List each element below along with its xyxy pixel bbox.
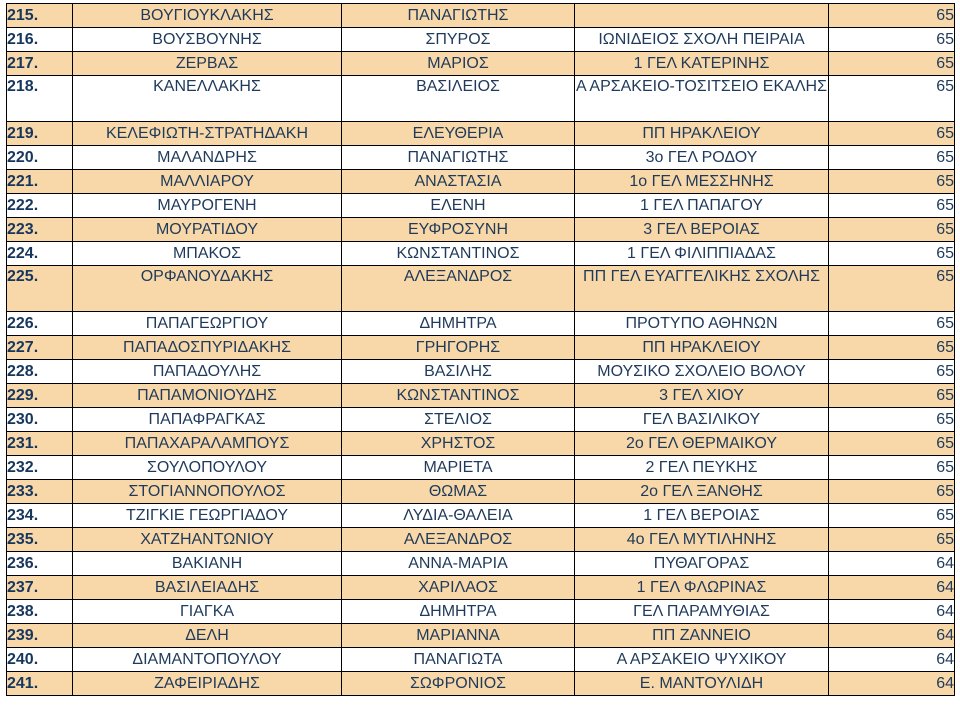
row-number: 239.	[7, 624, 73, 648]
surname-cell: ΠΑΠΑΜΟΝΙΟΥΔΗΣ	[73, 384, 342, 408]
row-number: 234.	[7, 504, 73, 528]
table-row	[7, 384, 955, 408]
score-cell: 65	[829, 4, 955, 28]
table-row	[7, 76, 955, 122]
score-cell: 65	[829, 266, 955, 312]
row-number: 221.	[7, 170, 73, 194]
first-name-cell: ΕΛΕΝΗ	[342, 194, 575, 218]
row-number: 240.	[7, 648, 73, 672]
surname-cell: ΟΡΦΑΝΟΥΔΑΚΗΣ	[73, 266, 342, 312]
school-cell: 3 ΓΕΛ ΧΙΟΥ	[575, 384, 829, 408]
table-row	[7, 672, 955, 696]
school-cell	[575, 4, 829, 28]
score-cell: 64	[829, 552, 955, 576]
school-cell: 1 ΓΕΛ ΠΑΠΑΓΟΥ	[575, 194, 829, 218]
school-cell: ΠΠ ΖΑΝΝΕΙΟ	[575, 624, 829, 648]
first-name-cell: ΣΤΕΛΙΟΣ	[342, 408, 575, 432]
first-name-cell: ΧΑΡΙΛΑΟΣ	[342, 576, 575, 600]
row-number: 226.	[7, 312, 73, 336]
score-cell: 64	[829, 624, 955, 648]
row-number: 223.	[7, 218, 73, 242]
school-cell: 2ο ΓΕΛ ΞΑΝΘΗΣ	[575, 480, 829, 504]
table-row	[7, 122, 955, 146]
score-cell: 65	[829, 336, 955, 360]
school-cell: 2 ΓΕΛ ΠΕΥΚΗΣ	[575, 456, 829, 480]
first-name-cell: ΣΠΥΡΟΣ	[342, 28, 575, 52]
first-name-cell: ΜΑΡΙΕΤΑ	[342, 456, 575, 480]
score-cell: 65	[829, 242, 955, 266]
row-number: 233.	[7, 480, 73, 504]
row-number: 217.	[7, 52, 73, 76]
row-number: 224.	[7, 242, 73, 266]
score-cell: 64	[829, 600, 955, 624]
first-name-cell: ΚΩΝΣΤΑΝΤΙΝΟΣ	[342, 242, 575, 266]
row-number: 218.	[7, 76, 73, 122]
first-name-cell: ΓΡΗΓΟΡΗΣ	[342, 336, 575, 360]
row-number: 216.	[7, 28, 73, 52]
score-cell: 65	[829, 76, 955, 122]
surname-cell: ΜΠΑΚΟΣ	[73, 242, 342, 266]
school-cell: ΠΠ ΗΡΑΚΛΕΙΟΥ	[575, 122, 829, 146]
row-number: 237.	[7, 576, 73, 600]
school-cell: 2ο ΓΕΛ ΘΕΡΜΑΙΚΟΥ	[575, 432, 829, 456]
table-row	[7, 480, 955, 504]
score-cell: 65	[829, 170, 955, 194]
school-cell: ΓΕΛ ΒΑΣΙΛΙΚΟΥ	[575, 408, 829, 432]
row-number: 225.	[7, 266, 73, 312]
table-row	[7, 408, 955, 432]
school-cell: 1ο ΓΕΛ ΜΕΣΣΗΝΗΣ	[575, 170, 829, 194]
first-name-cell: ΧΡΗΣΤΟΣ	[342, 432, 575, 456]
surname-cell: ΖΑΦΕΙΡΙΑΔΗΣ	[73, 672, 342, 696]
surname-cell: ΖΕΡΒΑΣ	[73, 52, 342, 76]
table-row	[7, 4, 955, 28]
score-cell: 65	[829, 194, 955, 218]
table-row	[7, 552, 955, 576]
row-number: 238.	[7, 600, 73, 624]
row-number: 236.	[7, 552, 73, 576]
score-cell: 65	[829, 384, 955, 408]
row-number: 227.	[7, 336, 73, 360]
table-row	[7, 504, 955, 528]
table-row	[7, 360, 955, 384]
results-table	[6, 3, 955, 696]
table-row	[7, 146, 955, 170]
surname-cell: ΒΑΣΙΛΕΙΑΔΗΣ	[73, 576, 342, 600]
school-cell: Α ΑΡΣΑΚΕΙΟ ΨΥΧΙΚΟΥ	[575, 648, 829, 672]
surname-cell: ΠΑΠΑΧΑΡΑΛΑΜΠΟΥΣ	[73, 432, 342, 456]
score-cell: 65	[829, 360, 955, 384]
first-name-cell: ΘΩΜΑΣ	[342, 480, 575, 504]
first-name-cell: ΑΝΝΑ-ΜΑΡΙΑ	[342, 552, 575, 576]
school-cell: 3ο ΓΕΛ ΡΟΔΟΥ	[575, 146, 829, 170]
school-cell: ΜΟΥΣΙΚΟ ΣΧΟΛΕΙΟ ΒΟΛΟΥ	[575, 360, 829, 384]
table-row	[7, 528, 955, 552]
school-cell: ΠΠ ΗΡΑΚΛΕΙΟΥ	[575, 336, 829, 360]
surname-cell: ΜΑΥΡΟΓΕΝΗ	[73, 194, 342, 218]
score-cell: 65	[829, 146, 955, 170]
surname-cell: ΔΙΑΜΑΝΤΟΠΟΥΛΟΥ	[73, 648, 342, 672]
score-cell: 65	[829, 218, 955, 242]
table-row	[7, 336, 955, 360]
row-number: 229.	[7, 384, 73, 408]
table-row	[7, 432, 955, 456]
table-row	[7, 194, 955, 218]
surname-cell: ΜΟΥΡΑΤΙΔΟΥ	[73, 218, 342, 242]
table-row	[7, 218, 955, 242]
table-row	[7, 170, 955, 194]
first-name-cell: ΔΗΜΗΤΡΑ	[342, 312, 575, 336]
surname-cell: ΠΑΠΑΓΕΩΡΓΙΟΥ	[73, 312, 342, 336]
school-cell: 1 ΓΕΛ ΚΑΤΕΡΙΝΗΣ	[575, 52, 829, 76]
surname-cell: ΣΤΟΓΙΑΝΝΟΠΟΥΛΟΣ	[73, 480, 342, 504]
first-name-cell: ΠΑΝΑΓΙΩΤΑ	[342, 648, 575, 672]
table-row	[7, 28, 955, 52]
score-cell: 64	[829, 672, 955, 696]
school-cell: Ε. ΜΑΝΤΟΥΛΙΔΗ	[575, 672, 829, 696]
table-row	[7, 600, 955, 624]
surname-cell: ΓΙΑΓΚΑ	[73, 600, 342, 624]
table-row	[7, 576, 955, 600]
score-cell: 65	[829, 312, 955, 336]
school-cell: 3 ΓΕΛ ΒΕΡΟΙΑΣ	[575, 218, 829, 242]
surname-cell: ΠΑΠΑΔΟΥΛΗΣ	[73, 360, 342, 384]
score-cell: 65	[829, 504, 955, 528]
table-row	[7, 648, 955, 672]
row-number: 235.	[7, 528, 73, 552]
first-name-cell: ΣΩΦΡΟΝΙΟΣ	[342, 672, 575, 696]
table-row	[7, 266, 955, 312]
row-number: 220.	[7, 146, 73, 170]
school-cell: ΓΕΛ ΠΑΡΑΜΥΘΙΑΣ	[575, 600, 829, 624]
surname-cell: ΔΕΛΗ	[73, 624, 342, 648]
score-cell: 65	[829, 456, 955, 480]
score-cell: 64	[829, 648, 955, 672]
first-name-cell: ΒΑΣΙΛΕΙΟΣ	[342, 76, 575, 122]
row-number: 232.	[7, 456, 73, 480]
first-name-cell: ΛΥΔΙΑ-ΘΑΛΕΙΑ	[342, 504, 575, 528]
surname-cell: ΜΑΛΑΝΔΡΗΣ	[73, 146, 342, 170]
school-cell: 1 ΓΕΛ ΒΕΡΟΙΑΣ	[575, 504, 829, 528]
surname-cell: ΒΟΥΓΙΟΥΚΛΑΚΗΣ	[73, 4, 342, 28]
surname-cell: ΤΖΙΓΚΙΕ ΓΕΩΡΓΙΑΔΟΥ	[73, 504, 342, 528]
first-name-cell: ΑΝΑΣΤΑΣΙΑ	[342, 170, 575, 194]
row-number: 219.	[7, 122, 73, 146]
table-row	[7, 242, 955, 266]
surname-cell: ΣΟΥΛΟΠΟΥΛΟΥ	[73, 456, 342, 480]
row-number: 215.	[7, 4, 73, 28]
score-cell: 65	[829, 480, 955, 504]
surname-cell: ΠΑΠΑΔΟΣΠΥΡΙΔΑΚΗΣ	[73, 336, 342, 360]
school-cell: 1 ΓΕΛ ΦΙΛΙΠΠΙΑΔΑΣ	[575, 242, 829, 266]
first-name-cell: ΠΑΝΑΓΙΩΤΗΣ	[342, 146, 575, 170]
school-cell: 1 ΓΕΛ ΦΛΩΡΙΝΑΣ	[575, 576, 829, 600]
row-number: 228.	[7, 360, 73, 384]
surname-cell: ΚΕΛΕΦΙΩΤΗ-ΣΤΡΑΤΗΔΑΚΗ	[73, 122, 342, 146]
row-number: 222.	[7, 194, 73, 218]
surname-cell: ΠΑΠΑΦΡΑΓΚΑΣ	[73, 408, 342, 432]
results-table-body	[7, 4, 955, 696]
table-row	[7, 624, 955, 648]
score-cell: 65	[829, 122, 955, 146]
row-number: 230.	[7, 408, 73, 432]
first-name-cell: ΑΛΕΞΑΝΔΡΟΣ	[342, 528, 575, 552]
first-name-cell: ΚΩΝΣΤΑΝΤΙΝΟΣ	[342, 384, 575, 408]
table-row	[7, 456, 955, 480]
first-name-cell: ΜΑΡΙΑΝΝΑ	[342, 624, 575, 648]
first-name-cell: ΕΛΕΥΘΕΡΙΑ	[342, 122, 575, 146]
first-name-cell: ΠΑΝΑΓΙΩΤΗΣ	[342, 4, 575, 28]
school-cell: Α ΑΡΣΑΚΕΙΟ-ΤΟΣΙΤΣΕΙΟ ΕΚΑΛΗΣ	[575, 76, 829, 122]
score-cell: 65	[829, 408, 955, 432]
table-row	[7, 312, 955, 336]
surname-cell: ΒΑΚΙΑΝΗ	[73, 552, 342, 576]
school-cell: ΠΥΘΑΓΟΡΑΣ	[575, 552, 829, 576]
school-cell: ΠΡΟΤΥΠΟ ΑΘΗΝΩΝ	[575, 312, 829, 336]
school-cell: ΠΠ ΓΕΛ ΕΥΑΓΓΕΛΙΚΗΣ ΣΧΟΛΗΣ	[575, 266, 829, 312]
first-name-cell: ΔΗΜΗΤΡΑ	[342, 600, 575, 624]
surname-cell: ΧΑΤΖΗΑΝΤΩΝΙΟΥ	[73, 528, 342, 552]
score-cell: 65	[829, 528, 955, 552]
row-number: 231.	[7, 432, 73, 456]
school-cell: ΙΩΝΙΔΕΙΟΣ ΣΧΟΛΗ ΠΕΙΡΑΙΑ	[575, 28, 829, 52]
row-number: 241.	[7, 672, 73, 696]
score-cell: 65	[829, 432, 955, 456]
score-cell: 64	[829, 576, 955, 600]
score-cell: 65	[829, 52, 955, 76]
table-row	[7, 52, 955, 76]
first-name-cell: ΕΥΦΡΟΣΥΝΗ	[342, 218, 575, 242]
first-name-cell: ΜΑΡΙΟΣ	[342, 52, 575, 76]
school-cell: 4ο ΓΕΛ ΜΥΤΙΛΗΝΗΣ	[575, 528, 829, 552]
score-cell: 65	[829, 28, 955, 52]
first-name-cell: ΑΛΕΞΑΝΔΡΟΣ	[342, 266, 575, 312]
surname-cell: ΜΑΛΛΙΑΡΟΥ	[73, 170, 342, 194]
surname-cell: ΚΑΝΕΛΛΑΚΗΣ	[73, 76, 342, 122]
first-name-cell: ΒΑΣΙΛΗΣ	[342, 360, 575, 384]
surname-cell: ΒΟΥΣΒΟΥΝΗΣ	[73, 28, 342, 52]
